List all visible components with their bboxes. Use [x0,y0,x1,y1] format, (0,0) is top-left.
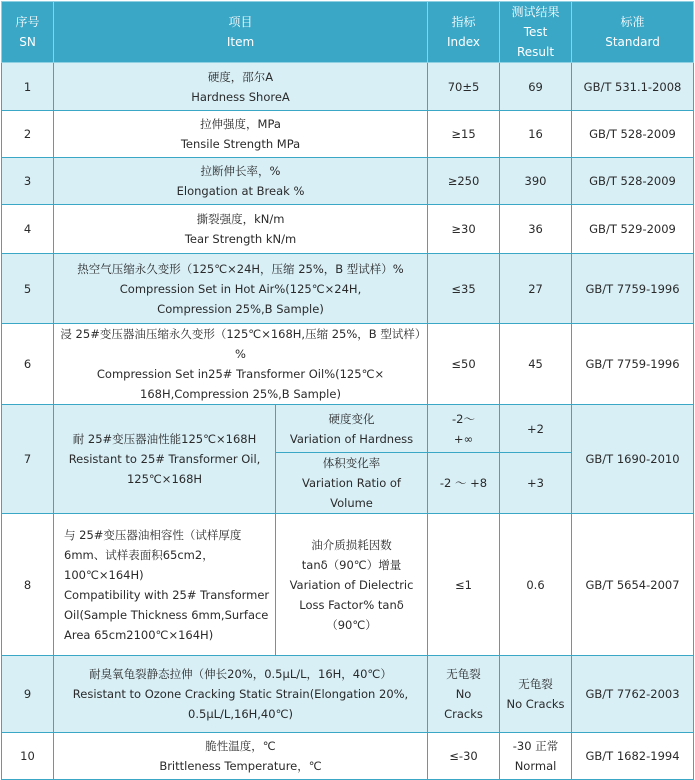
row-index: -2 ～ +8 [428,453,500,514]
table-row [2,656,694,733]
row-standard: GB/T 5654-2007 [572,514,694,656]
header-result: 测试结果 Test Result [500,2,572,63]
row-sn: 6 [2,324,54,405]
row-sn: 4 [2,205,54,254]
row-item: 热空气压缩永久变形（125℃×24H，压缩 25%，B 型试样）% Compression Set in Hot Air%(125℃×24H, Compression 25%,B Sample) [54,254,428,324]
row-item: 硬度，邵尔A Hardness ShoreA [54,63,428,111]
row-item: 拉断伸长率，% Elongation at Break % [54,158,428,205]
row-item: 耐臭氧龟裂静态拉伸（伸长20%，0.5μL/L，16H，40℃） Resistant to Ozone Cracking Static Strain(Elongation 20%, 0.5μL/L,16H,40℃) [54,656,428,733]
row-item: 与 25#变压器油相容性（试样厚度 6mm、试样表面积65cm2， 100℃×164H) Compatibility with 25# Transformer Oil(Sample Thickness 6mm,Surface Area 65cm2100℃×164H) [54,514,276,656]
row-index: ≤-30 [428,733,500,780]
row-result: 无龟裂 No Cracks [500,656,572,733]
row-standard: GB/T 528-2009 [572,158,694,205]
row-sn: 10 [2,733,54,780]
row-subitem: 硬度变化 Variation of Hardness [276,405,428,453]
row-item: 撕裂强度，kN/m Tear Strength kN/m [54,205,428,254]
row-index: ≥15 [428,111,500,158]
table-row [2,205,694,254]
table-row [2,324,694,405]
row-standard: GB/T 1682-1994 [572,733,694,780]
row-standard: GB/T 531.1-2008 [572,63,694,111]
row-standard: GB/T 7759-1996 [572,254,694,324]
row-result: 69 [500,63,572,111]
row-result: 0.6 [500,514,572,656]
header-row [2,2,694,63]
header-standard: 标准 Standard [572,2,694,63]
row-result: +3 [500,453,572,514]
row-sn: 2 [2,111,54,158]
table-row [2,111,694,158]
row-sn: 7 [2,405,54,514]
row-result: +2 [500,405,572,453]
row-subitem: 体积变化率 Variation Ratio of Volume [276,453,428,514]
header-sn: 序号 SN [2,2,54,63]
row-item: 浸 25#变压器油压缩永久变形（125℃×168H,压缩 25%，B 型试样）% Compression Set in25# Transformer Oil%(125℃× 168H,Compression 25%,B Sample) [54,324,428,405]
row-item: 脆性温度，℃ Brittleness Temperature，℃ [54,733,428,780]
row-sn: 3 [2,158,54,205]
header-item: 项目 Item [54,2,428,63]
row-result: -30 正常 Normal [500,733,572,780]
row-index: 70±5 [428,63,500,111]
table-row [2,63,694,111]
row-index: -2～ +∞ [428,405,500,453]
row-index: ≤1 [428,514,500,656]
row-result: 390 [500,158,572,205]
row-result: 36 [500,205,572,254]
table-row [2,733,694,780]
row-item: 耐 25#变压器油性能125℃×168H Resistant to 25# Transformer Oil, 125℃×168H [54,405,276,514]
row-standard: GB/T 1690-2010 [572,405,694,514]
row-standard: GB/T 529-2009 [572,205,694,254]
header-index: 指标 Index [428,2,500,63]
row-sn: 8 [2,514,54,656]
row-index: ≤35 [428,254,500,324]
table-row [2,514,694,656]
row-result: 16 [500,111,572,158]
table-row [2,405,694,453]
row-result: 45 [500,324,572,405]
row-index: ≤50 [428,324,500,405]
row-sn: 9 [2,656,54,733]
row-standard: GB/T 7759-1996 [572,324,694,405]
spec-table [1,1,694,780]
row-sn: 1 [2,63,54,111]
table-row [2,254,694,324]
row-sn: 5 [2,254,54,324]
row-index: ≥250 [428,158,500,205]
row-subitem: 油介质损耗因数 tanδ（90℃）增量 Variation of Dielectric Loss Factor% tanδ（90℃） [276,514,428,656]
row-item: 拉伸强度，MPa Tensile Strength MPa [54,111,428,158]
row-index: 无龟裂 No Cracks [428,656,500,733]
row-index: ≥30 [428,205,500,254]
table-row [2,158,694,205]
row-result: 27 [500,254,572,324]
row-standard: GB/T 7762-2003 [572,656,694,733]
row-standard: GB/T 528-2009 [572,111,694,158]
